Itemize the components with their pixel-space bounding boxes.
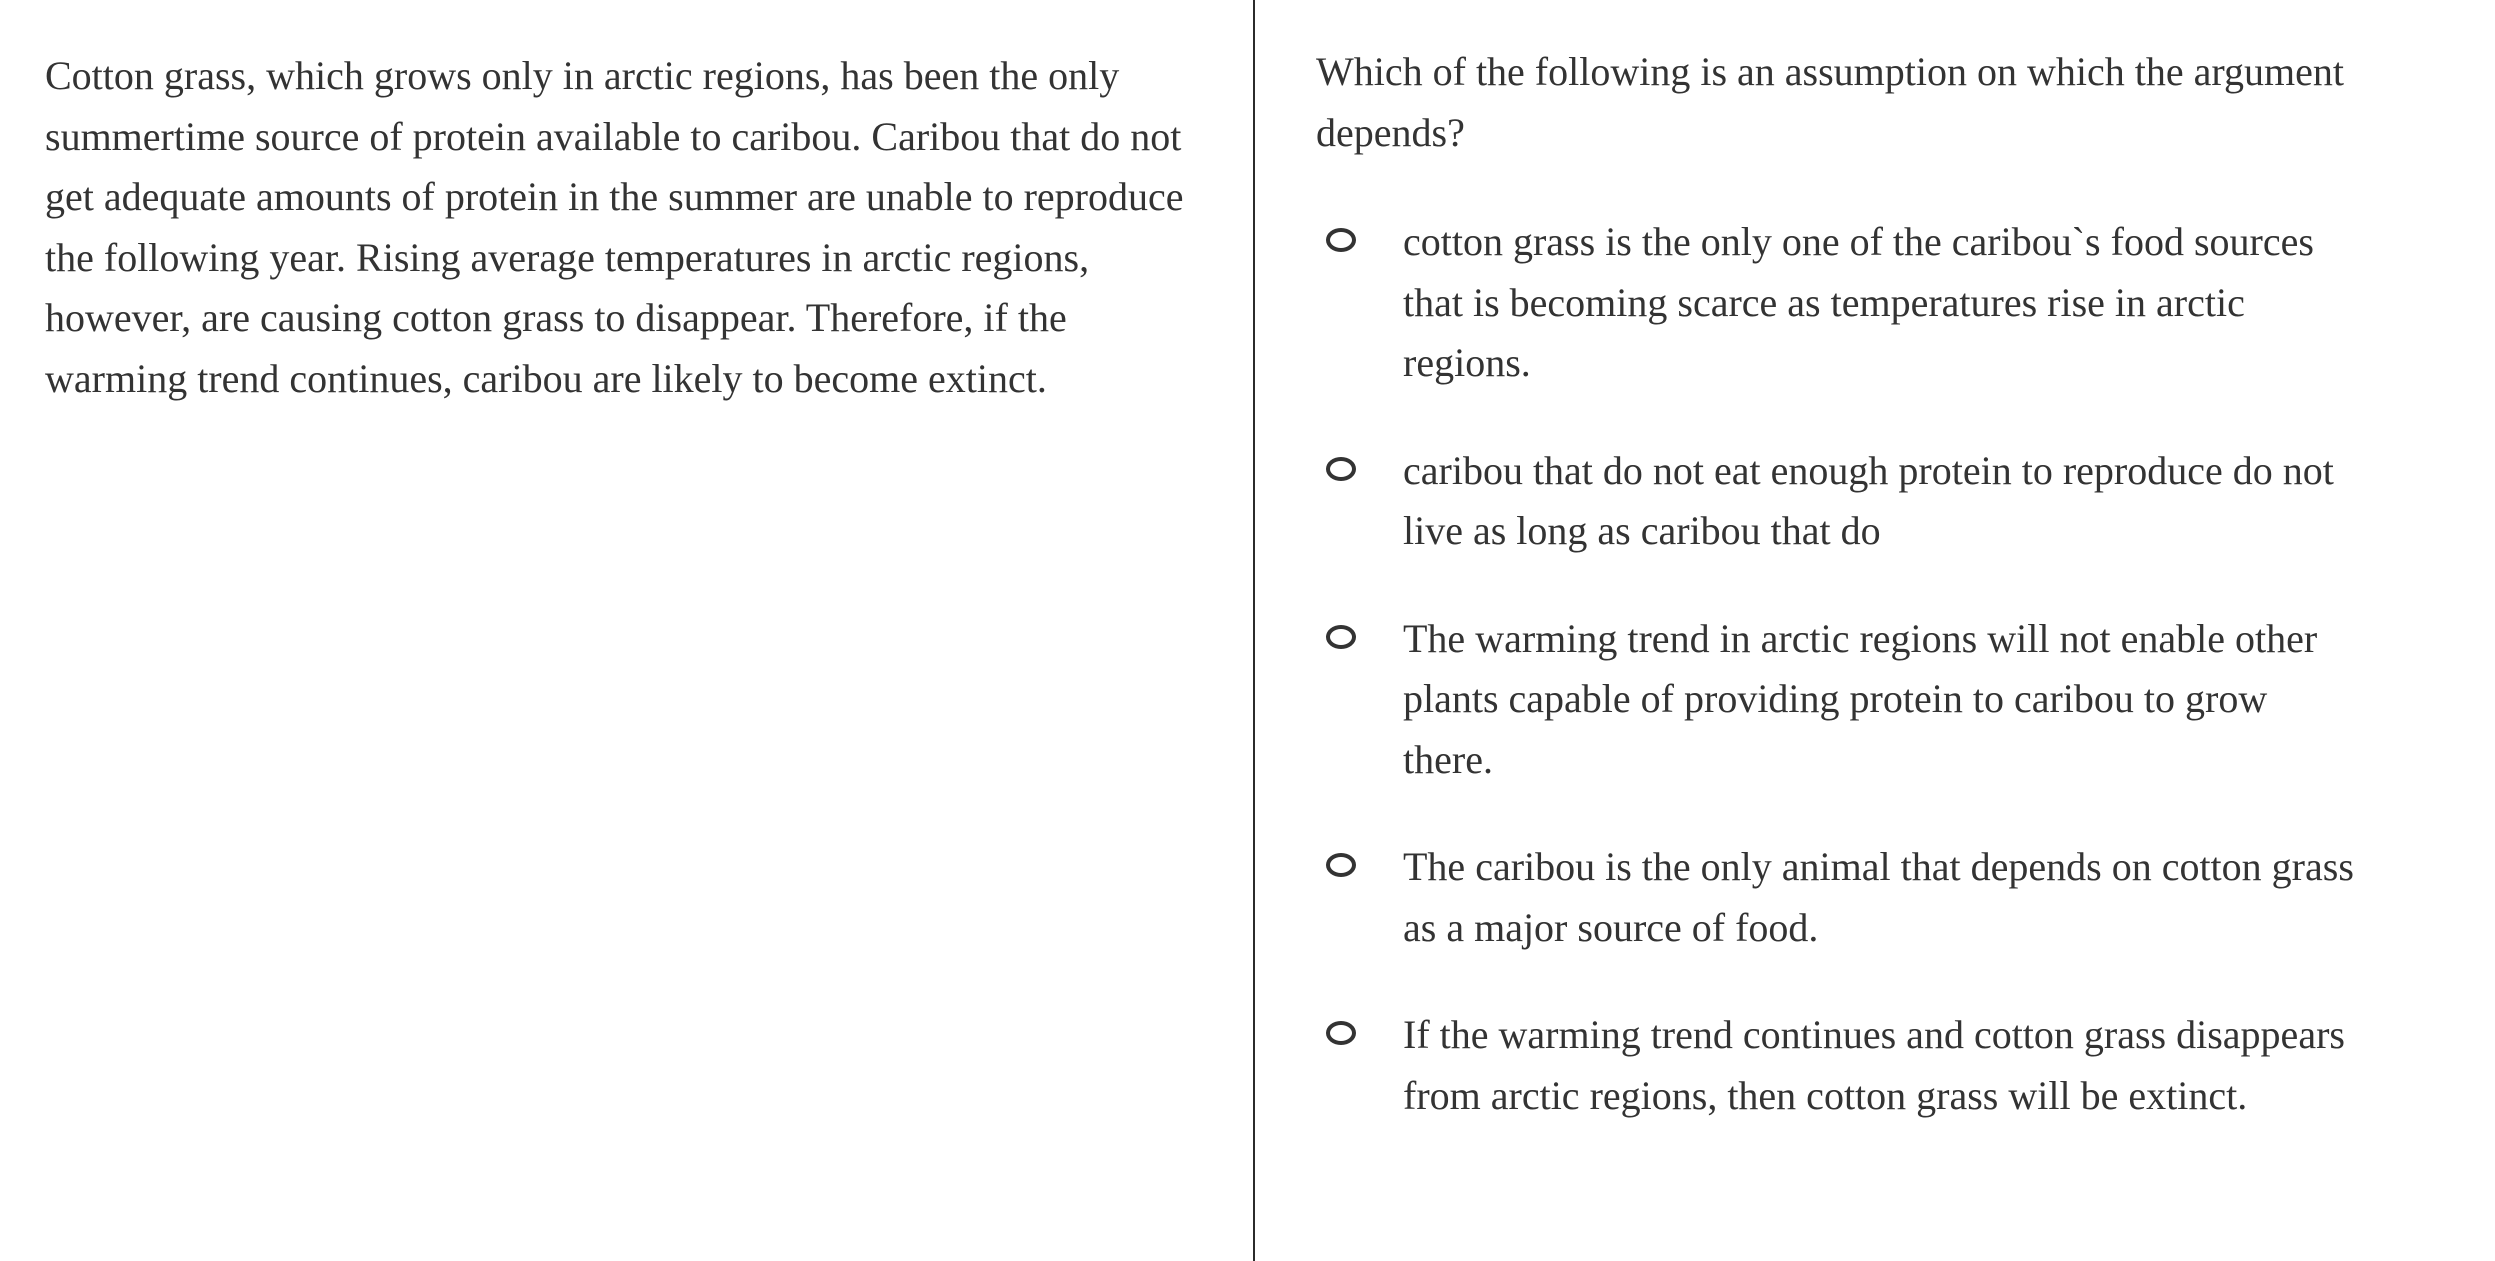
answer-choice-e[interactable] [1316,1005,2466,1126]
radio-unchecked-icon[interactable] [1326,625,1356,649]
answer-choice-a[interactable] [1316,212,2466,394]
answer-choice-b[interactable] [1316,441,2466,562]
radio-unchecked-icon[interactable] [1326,1021,1356,1045]
answer-choice-label[interactable]: If the warming trend continues and cotton grass disappears from arctic regions, then cotton grass will be extinct. [1403,1012,2345,1118]
answer-choice-label[interactable]: The warming trend in arctic regions will not enable other plants capable of providing protein to caribou to grow there. [1403,615,2318,782]
radio-unchecked-icon[interactable] [1326,457,1356,481]
question-stem: Which of the following is an assumption on which the argument depends? [1316,49,2344,155]
question-pane [1316,42,2466,1118]
passage-text: Cotton grass, which grows only in arctic regions, has been the only summertime source of protein available to caribou. Caribou that do not get adequate amounts of protein in the summer are unable to reproduce the following year. Rising average temperatures in arctic regions, however, are causing cotton grass to disappear. Therefore, if the warming trend continues, caribou are likely to become extinct. [45,53,1184,401]
answer-choice-label[interactable]: The caribou is the only animal that depends on cotton grass as a major source of food. [1403,844,2354,950]
radio-unchecked-icon[interactable] [1326,228,1356,252]
answer-choice-d[interactable] [1316,837,2466,958]
answer-choice-label[interactable]: cotton grass is the only one of the caribou`s food sources that is becoming scarce as temperatures rise in arctic regions. [1403,219,2314,385]
answer-choice-label[interactable]: caribou that do not eat enough protein to reproduce do not live as long as caribou that do [1403,447,2334,553]
answer-choices [1316,212,2466,1173]
answer-choice-c[interactable] [1316,609,2466,791]
radio-unchecked-icon[interactable] [1326,853,1356,877]
pane-divider[interactable] [1253,0,1255,1261]
